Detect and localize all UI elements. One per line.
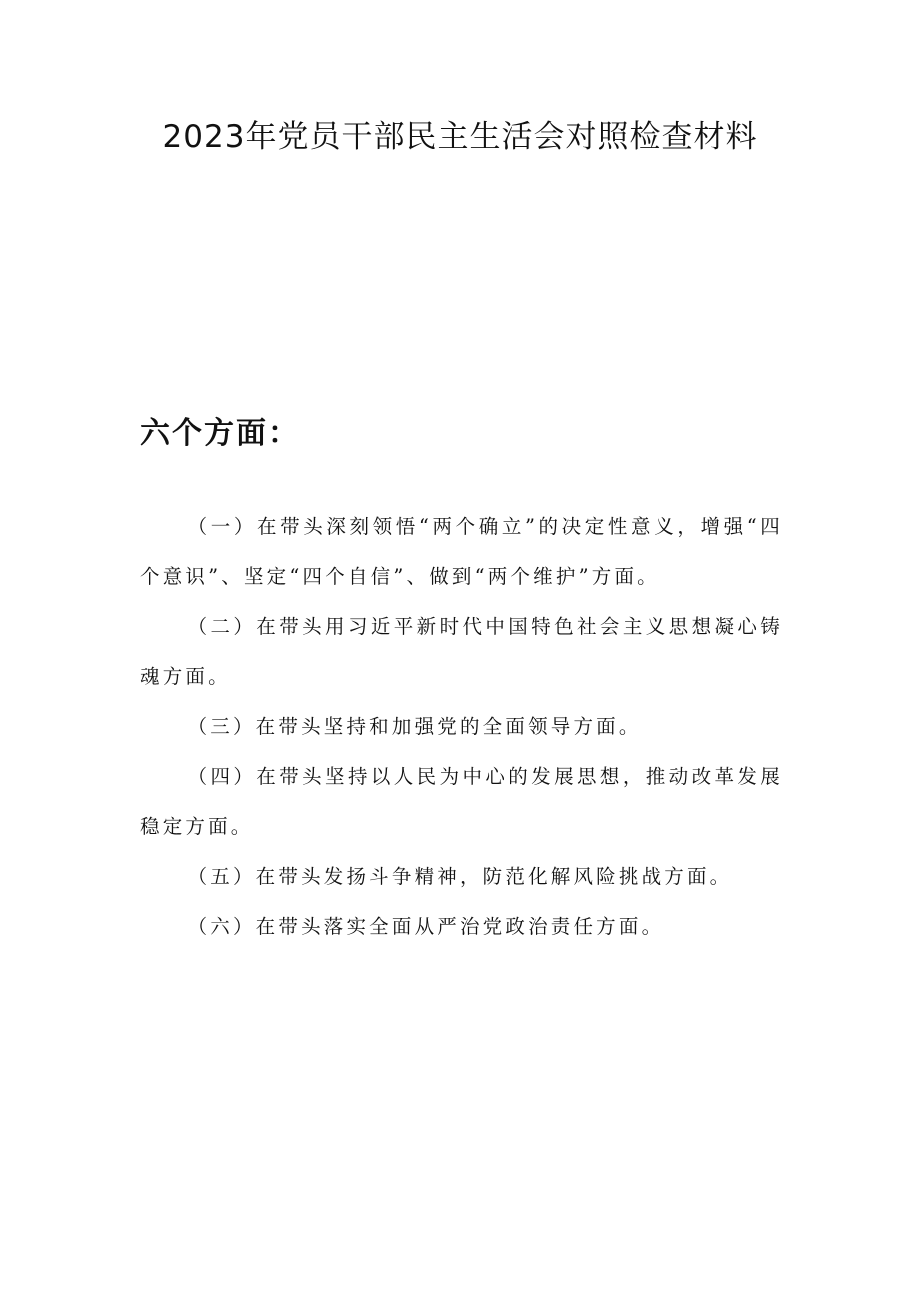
aspect-item-2: （二）在带头用习近平新时代中国特色社会主义思想凝心铸魂方面。 <box>140 615 783 688</box>
aspect-item-3: （三）在带头坚持和加强党的全面领导方面。 <box>187 715 642 738</box>
document-title: 2023年党员干部民主生活会对照检查材料 <box>162 119 758 155</box>
aspect-item-4: （四）在带头坚持以人民为中心的发展思想，推动改革发展稳定方面。 <box>140 765 783 838</box>
aspect-item-5: （五）在带头发扬斗争精神，防范化解风险挑战方面。 <box>187 865 733 888</box>
aspects-list <box>140 502 783 952</box>
aspect-item-1: （一）在带头深刻领悟“两个确立”的决定性意义，增强“四个意识”、坚定“四个自信”、做到“两个维护”方面。 <box>140 515 783 588</box>
section-heading: 六个方面： <box>140 416 300 451</box>
aspect-item-6: （六）在带头落实全面从严治党政治责任方面。 <box>187 915 665 938</box>
